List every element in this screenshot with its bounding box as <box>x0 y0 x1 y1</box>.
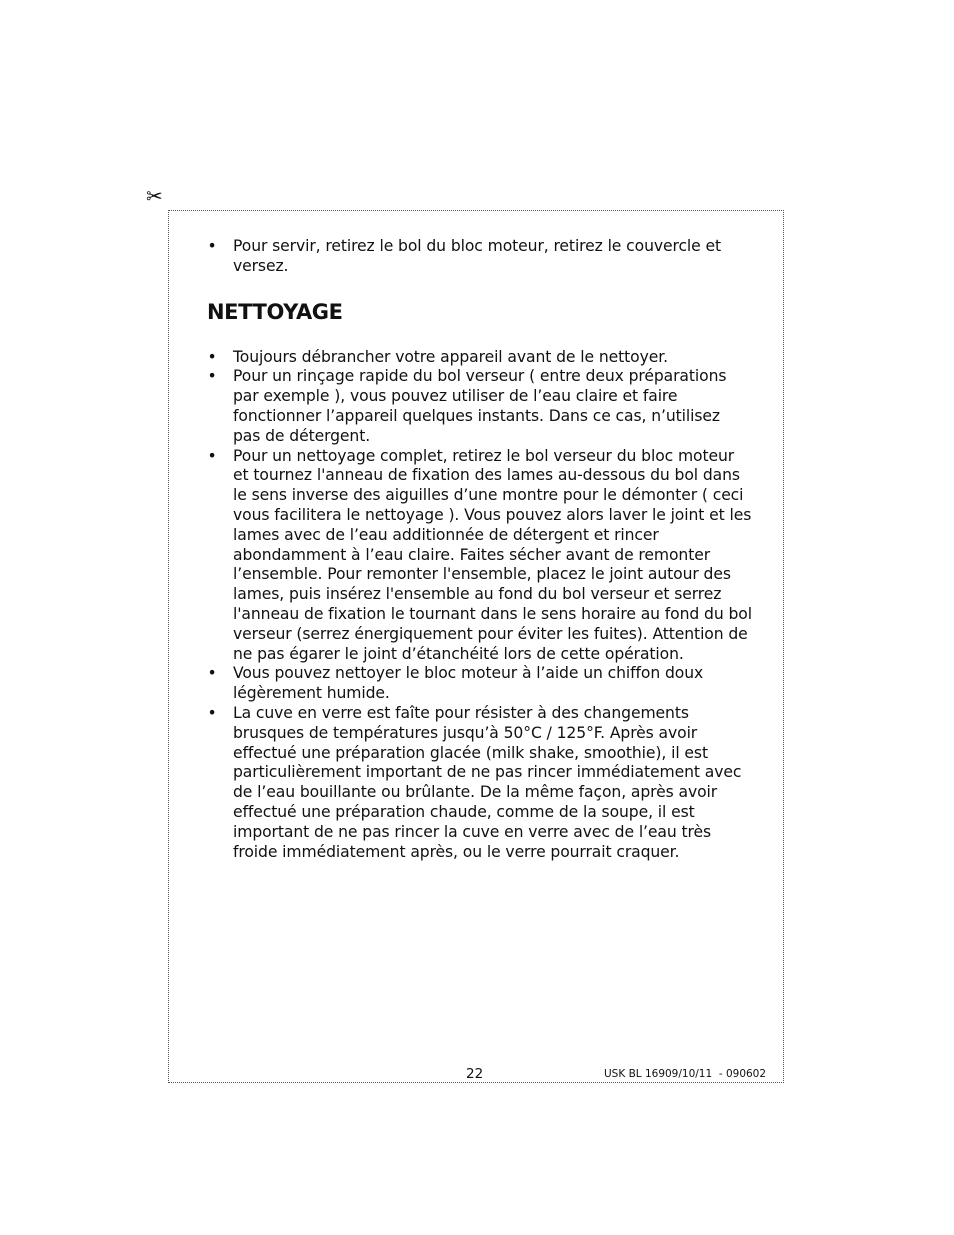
cleaning-list <box>207 348 752 863</box>
list-item <box>207 664 752 704</box>
section-heading: NETTOYAGE <box>207 299 343 324</box>
list-item <box>207 237 752 277</box>
list-item <box>207 447 752 665</box>
list-item <box>207 367 752 446</box>
list-item-text: Pour servir, retirez le bol du bloc moteur, retirez le couvercle et versez. <box>233 237 722 275</box>
list-item <box>207 704 752 862</box>
intro-list <box>207 237 752 277</box>
bullet-icon: • <box>207 446 217 465</box>
page-content <box>207 237 752 862</box>
list-item-text: Vous pouvez nettoyer le bloc moteur à l’aide un chiffon doux légèrement humide. <box>233 664 704 703</box>
list-item-text: Pour un rinçage rapide du bol verseur ( entre deux préparations par exemple ), vous pouvez utiliser de l’eau claire et faire fonctionner l’appareil quelques instants. Dans ce cas, n’utilisez pas de détergent. <box>233 367 727 445</box>
scissors-icon: ✂ <box>146 184 163 208</box>
bullet-icon: • <box>207 237 217 255</box>
list-item <box>207 348 752 368</box>
bullet-icon: • <box>207 347 217 366</box>
page-number: 22 <box>466 1066 484 1082</box>
list-item-text: Toujours débrancher votre appareil avant de le nettoyer. <box>233 347 668 366</box>
list-item-text: La cuve en verre est faîte pour résister à des changements brusques de températures jusqu’à 50°C / 125°F. Après avoir effectué une préparation glacée (milk shake, smoothie), il est particulièrement important de ne pas rincer immédiatement avec de l’eau bouillante ou brûlante. De la même façon, après avoir effectué une préparation chaude, comme de la soupe, il est important de ne pas rincer la cuve en verre avec de l’eau très froide immédiatement après, ou le verre pourrait craquer. <box>233 703 742 861</box>
bullet-icon: • <box>207 367 217 386</box>
list-item-text: Pour un nettoyage complet, retirez le bol verseur du bloc moteur et tournez l'anneau de fixation des lames au-dessous du bol dans le sens inverse des aiguilles d’une montre pour le démonter ( ceci vous facilitera le nettoyage ). Vous pouvez alors laver le joint et les lames avec de l’eau additionnée de détergent et rincer abondamment à l’eau claire. Faites sécher avant de remonter l’ensemble. Pour remonter l'ensemble, placez le joint autour des lames, puis insérez l'ensemble au fond du bol verseur et serrez l'anneau de fixation le tournant dans le sens horaire au fond du bol verseur (serrez énergiquement pour éviter les fuites). Attention de ne pas égarer le joint d’étanchéité lors de cette opération. <box>233 446 752 663</box>
bullet-icon: • <box>207 664 217 683</box>
bullet-icon: • <box>207 703 217 722</box>
document-reference: USK BL 16909/10/11 - 090602 <box>604 1068 767 1080</box>
